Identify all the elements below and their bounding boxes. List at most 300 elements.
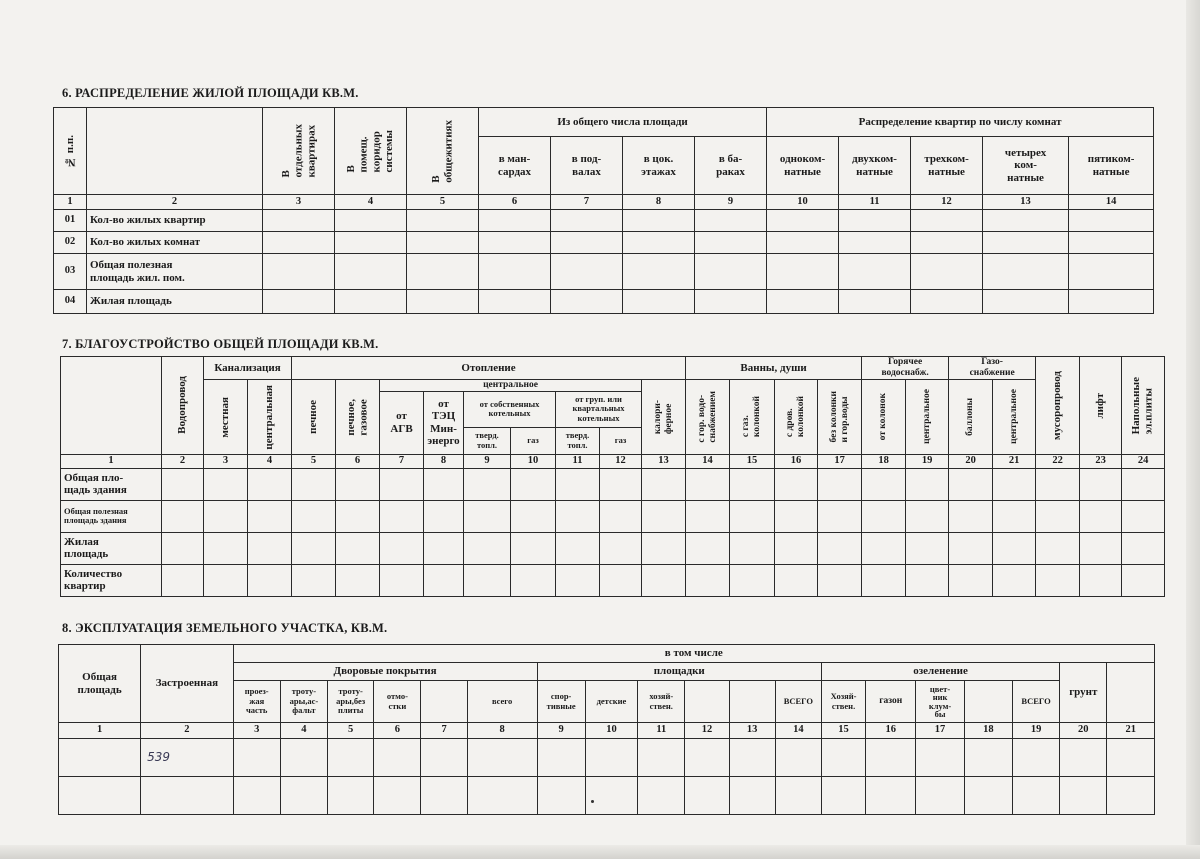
data-cell[interactable] [818, 468, 862, 500]
data-cell[interactable] [424, 564, 464, 596]
data-cell[interactable] [511, 564, 556, 596]
table-row [59, 739, 1155, 777]
header-own-solid: тверд. топл. [464, 427, 511, 454]
data-cell[interactable] [204, 564, 248, 596]
data-cell[interactable] [1122, 532, 1165, 564]
data-cell[interactable] [686, 532, 730, 564]
data-cell[interactable] [949, 532, 993, 564]
data-cell[interactable] [775, 564, 818, 596]
header-gas-central: центральное [993, 379, 1036, 454]
header-bath-city: с гор. водо- снабжением [686, 379, 730, 454]
section-6-table [53, 107, 1154, 314]
data-cell[interactable] [248, 564, 292, 596]
data-cell[interactable] [380, 564, 424, 596]
data-cell[interactable] [642, 532, 686, 564]
data-cell[interactable] [638, 777, 685, 815]
data-cell[interactable] [862, 564, 906, 596]
data-cell[interactable] [775, 532, 818, 564]
data-cell[interactable] [162, 468, 204, 500]
row-label: Общая полезная площадь жил. пом. [87, 254, 263, 290]
data-cell[interactable] [585, 777, 637, 815]
column-number: 22 [1036, 454, 1080, 468]
header-bath-none: без колонки и гор.воды [818, 379, 862, 454]
column-number: 12 [911, 195, 983, 210]
data-cell[interactable] [775, 777, 821, 815]
data-cell[interactable] [467, 777, 537, 815]
data-cell[interactable] [233, 739, 280, 777]
column-number: 5 [407, 195, 479, 210]
header-mansard: в ман- сардах [479, 137, 551, 195]
data-cell[interactable] [600, 500, 642, 532]
data-cell[interactable] [964, 777, 1012, 815]
header-heating: Отопление [292, 357, 686, 380]
column-number: 13 [729, 723, 775, 739]
data-cell[interactable] [511, 500, 556, 532]
data-cell[interactable] [685, 777, 729, 815]
data-cell[interactable] [336, 532, 380, 564]
column-number: 9 [537, 723, 585, 739]
column-number: 24 [1122, 454, 1165, 468]
data-cell[interactable] [730, 500, 775, 532]
column-number: 17 [916, 723, 964, 739]
data-cell[interactable] [623, 254, 695, 290]
data-cell[interactable] [821, 739, 865, 777]
data-cell[interactable] [1122, 500, 1165, 532]
data-cell[interactable] [556, 500, 600, 532]
row-label: Кол-во жилых комнат [87, 232, 263, 254]
data-cell[interactable] [1060, 739, 1107, 777]
column-number: 5 [328, 723, 374, 739]
paper-edge [1186, 0, 1200, 859]
data-cell[interactable] [537, 777, 585, 815]
header-basement: в под- валах [551, 137, 623, 195]
table-row [59, 777, 1155, 815]
column-number: 5 [292, 454, 336, 468]
data-cell[interactable] [335, 232, 407, 254]
column-number: 11 [638, 723, 685, 739]
header-bath-gascol: с газ. колонкой [730, 379, 775, 454]
header-num: № п.п. [54, 108, 87, 195]
data-cell[interactable] [551, 232, 623, 254]
data-cell[interactable] [1107, 777, 1155, 815]
data-cell[interactable] [686, 500, 730, 532]
data-cell[interactable] [993, 468, 1036, 500]
data-cell[interactable] [263, 232, 335, 254]
data-cell[interactable] [818, 500, 862, 532]
column-number: 11 [556, 454, 600, 468]
data-cell[interactable] [585, 739, 637, 777]
header-green-util: Хозяй- ствен. [821, 681, 865, 723]
header-hw-central: центральное [906, 379, 949, 454]
data-cell[interactable] [983, 254, 1069, 290]
header-floor-stoves: Напольные эл.плиты [1122, 357, 1165, 455]
column-number: 13 [983, 195, 1069, 210]
header-incl: в том числе [233, 645, 1154, 663]
data-cell[interactable] [695, 232, 767, 254]
data-cell[interactable] [695, 254, 767, 290]
data-cell[interactable] [1122, 468, 1165, 500]
header-own-gas: газ [511, 427, 556, 454]
data-cell[interactable] [993, 564, 1036, 596]
data-cell[interactable] [983, 210, 1069, 232]
data-cell[interactable] [421, 739, 467, 777]
data-cell[interactable] [464, 468, 511, 500]
header-central: центральное [380, 379, 642, 391]
data-cell[interactable] [336, 500, 380, 532]
data-cell[interactable] [911, 254, 983, 290]
column-number: 19 [1012, 723, 1059, 739]
data-cell[interactable] [407, 290, 479, 314]
data-cell[interactable] [292, 500, 336, 532]
column-number: 1 [61, 454, 162, 468]
data-cell[interactable] [421, 777, 467, 815]
data-cell[interactable] [59, 777, 141, 815]
data-cell[interactable] [730, 532, 775, 564]
data-cell[interactable] [280, 777, 327, 815]
data-cell[interactable] [993, 532, 1036, 564]
data-cell[interactable] [1069, 232, 1154, 254]
data-cell[interactable] [1060, 777, 1107, 815]
data-cell[interactable] [623, 290, 695, 314]
data-cell[interactable] [839, 232, 911, 254]
data-cell[interactable] [686, 468, 730, 500]
data-cell[interactable] [983, 290, 1069, 314]
column-number: 2 [87, 195, 263, 210]
data-cell[interactable] [911, 232, 983, 254]
data-cell[interactable] [424, 532, 464, 564]
data-cell[interactable] [1107, 739, 1155, 777]
header-water: Водопровод [162, 357, 204, 455]
data-cell[interactable] [1080, 468, 1122, 500]
data-cell[interactable] [556, 532, 600, 564]
column-number: 8 [424, 454, 464, 468]
data-cell[interactable] [479, 254, 551, 290]
header-blank-21 [1107, 663, 1155, 723]
data-cell[interactable] [949, 500, 993, 532]
header-soil: грунт [1060, 663, 1107, 723]
data-cell[interactable] [775, 739, 821, 777]
data-cell[interactable] [600, 564, 642, 596]
data-cell[interactable] [1080, 500, 1122, 532]
row-code: 04 [54, 290, 87, 314]
data-cell[interactable] [263, 254, 335, 290]
table-row [61, 532, 1165, 564]
data-cell[interactable] [479, 290, 551, 314]
column-number: 9 [464, 454, 511, 468]
header-agv: от АГВ [380, 391, 424, 454]
section-7-table [60, 356, 1165, 597]
data-cell[interactable] [949, 468, 993, 500]
header-total: Общая площадь [59, 645, 141, 723]
header-corridor: В помещ. коридор системы [335, 108, 407, 195]
data-cell[interactable] [906, 468, 949, 500]
data-cell[interactable] [906, 532, 949, 564]
header-sewer: Канализация [204, 357, 292, 380]
data-cell[interactable] [380, 468, 424, 500]
header-dorm: В общежитиях [407, 108, 479, 195]
built-area-value[interactable]: 539 [141, 739, 233, 777]
column-number: 12 [685, 723, 729, 739]
data-cell[interactable] [729, 739, 775, 777]
data-cell[interactable] [730, 564, 775, 596]
speck [591, 800, 594, 803]
header-baths: Ванны, души [686, 357, 862, 380]
data-cell[interactable] [407, 232, 479, 254]
header-group-gas: газ [600, 427, 642, 454]
header-sites-total: ВСЕГО [775, 681, 821, 723]
header-5room: пятиком- натные [1069, 137, 1154, 195]
row-label: Жилая площадь [61, 532, 162, 564]
data-cell[interactable] [424, 468, 464, 500]
column-number: 15 [730, 454, 775, 468]
data-cell[interactable] [204, 532, 248, 564]
data-cell[interactable] [866, 777, 916, 815]
data-cell[interactable] [464, 500, 511, 532]
data-cell[interactable] [233, 777, 280, 815]
data-cell[interactable] [642, 564, 686, 596]
data-cell[interactable] [642, 500, 686, 532]
data-cell[interactable] [336, 468, 380, 500]
data-cell[interactable] [479, 232, 551, 254]
column-number: 7 [421, 723, 467, 739]
column-number: 11 [839, 195, 911, 210]
row-code: 01 [54, 210, 87, 232]
data-cell[interactable] [380, 500, 424, 532]
data-cell[interactable] [328, 739, 374, 777]
data-cell[interactable] [464, 532, 511, 564]
table-row [61, 468, 1165, 500]
data-cell[interactable] [993, 500, 1036, 532]
data-cell[interactable] [600, 468, 642, 500]
data-cell[interactable] [623, 210, 695, 232]
data-cell[interactable] [537, 739, 585, 777]
column-number-row [59, 723, 1155, 739]
data-cell[interactable] [141, 777, 233, 815]
column-number: 10 [767, 195, 839, 210]
data-cell[interactable] [204, 500, 248, 532]
column-number: 1 [59, 723, 141, 739]
section-8-table [58, 644, 1155, 815]
header-group-boiler: от груп. или квартальных котельных [556, 391, 642, 427]
row-label: Общая пло- щадь здания [61, 468, 162, 500]
data-cell[interactable] [336, 564, 380, 596]
column-number: 10 [585, 723, 637, 739]
header-sidewalk-slab: троту- ары,без плиты [328, 681, 374, 723]
data-cell[interactable] [911, 210, 983, 232]
column-number: 2 [162, 454, 204, 468]
header-bath-wood: с дров. колонкой [775, 379, 818, 454]
column-number: 23 [1080, 454, 1122, 468]
data-cell[interactable] [767, 254, 839, 290]
data-cell[interactable] [866, 739, 916, 777]
data-cell[interactable] [248, 532, 292, 564]
data-cell[interactable] [1012, 777, 1059, 815]
data-cell[interactable] [424, 500, 464, 532]
header-blank-18 [964, 681, 1012, 723]
data-cell[interactable] [600, 532, 642, 564]
data-cell[interactable] [328, 777, 374, 815]
header-3room: трехком- натные [911, 137, 983, 195]
data-cell[interactable] [1069, 210, 1154, 232]
data-cell[interactable] [467, 739, 537, 777]
data-cell[interactable] [695, 210, 767, 232]
header-own-boiler: от собственных котельных [464, 391, 556, 427]
data-cell[interactable] [1080, 564, 1122, 596]
data-cell[interactable] [839, 254, 911, 290]
header-barracks: в ба- раках [695, 137, 767, 195]
data-cell[interactable] [1080, 532, 1122, 564]
data-cell[interactable] [162, 532, 204, 564]
data-cell[interactable] [556, 564, 600, 596]
data-cell[interactable] [335, 254, 407, 290]
data-cell[interactable] [374, 739, 421, 777]
header-lift: лифт [1080, 357, 1122, 455]
data-cell[interactable] [1036, 532, 1080, 564]
data-cell[interactable] [511, 468, 556, 500]
column-number: 16 [866, 723, 916, 739]
data-cell[interactable] [949, 564, 993, 596]
table-row [54, 232, 1154, 254]
data-cell[interactable] [1069, 254, 1154, 290]
header-green: озеленение [821, 663, 1059, 681]
data-cell[interactable] [380, 532, 424, 564]
column-number: 19 [906, 454, 949, 468]
data-cell[interactable] [642, 468, 686, 500]
table-row [54, 290, 1154, 314]
data-cell[interactable] [556, 468, 600, 500]
column-number: 4 [335, 195, 407, 210]
column-number: 18 [862, 454, 906, 468]
data-cell[interactable] [511, 532, 556, 564]
header-of-total: Из общего числа площади [479, 108, 767, 137]
row-label: Кол-во жилых квартир [87, 210, 263, 232]
data-cell[interactable] [59, 739, 141, 777]
data-cell[interactable] [1012, 739, 1059, 777]
header-built: Застроенная [141, 645, 233, 723]
section-8-title: 8. ЭКСПЛУАТАЦИЯ ЗЕМЕЛЬНОГО УЧАСТКА, КВ.М. [62, 621, 388, 635]
data-cell[interactable] [906, 500, 949, 532]
column-number: 4 [248, 454, 292, 468]
data-cell[interactable] [335, 290, 407, 314]
column-number: 14 [1069, 195, 1154, 210]
table-row [54, 254, 1154, 290]
header-gassupply: Газо- снабжение [949, 357, 1036, 380]
data-cell[interactable] [551, 290, 623, 314]
data-cell[interactable] [916, 739, 964, 777]
data-cell[interactable] [292, 564, 336, 596]
column-number: 21 [993, 454, 1036, 468]
data-cell[interactable] [916, 777, 964, 815]
data-cell[interactable] [335, 210, 407, 232]
data-cell[interactable] [263, 210, 335, 232]
data-cell[interactable] [906, 564, 949, 596]
header-separate: В отдельных квартирах [263, 108, 335, 195]
header-stove-gas: печное, газовое [336, 379, 380, 454]
data-cell[interactable] [821, 777, 865, 815]
data-cell[interactable] [280, 739, 327, 777]
column-number: 7 [380, 454, 424, 468]
row-label: Общая полезная площадь здания [61, 500, 162, 532]
data-cell[interactable] [775, 468, 818, 500]
data-cell[interactable] [695, 290, 767, 314]
data-cell[interactable] [1036, 500, 1080, 532]
data-cell[interactable] [983, 232, 1069, 254]
data-cell[interactable] [1122, 564, 1165, 596]
data-cell[interactable] [1036, 468, 1080, 500]
header-sport: спор- тивные [537, 681, 585, 723]
data-cell[interactable] [1069, 290, 1154, 314]
data-cell[interactable] [551, 210, 623, 232]
data-cell[interactable] [730, 468, 775, 500]
data-cell[interactable] [839, 210, 911, 232]
data-cell[interactable] [964, 739, 1012, 777]
paper-bottom-edge [0, 845, 1200, 859]
data-cell[interactable] [638, 739, 685, 777]
data-cell[interactable] [862, 532, 906, 564]
header-blank-13 [729, 681, 775, 723]
data-cell[interactable] [775, 500, 818, 532]
data-cell[interactable] [407, 210, 479, 232]
data-cell[interactable] [767, 290, 839, 314]
data-cell[interactable] [911, 290, 983, 314]
data-cell[interactable] [292, 468, 336, 500]
header-hw-col: от колонок [862, 379, 906, 454]
data-cell[interactable] [248, 500, 292, 532]
data-cell[interactable] [818, 532, 862, 564]
column-number: 13 [642, 454, 686, 468]
data-cell[interactable] [162, 500, 204, 532]
data-cell[interactable] [623, 232, 695, 254]
data-cell[interactable] [204, 468, 248, 500]
header-utility: хозяй- ствен. [638, 681, 685, 723]
header-tec: от ТЭЦ Мин- энерго [424, 391, 464, 454]
table-row [61, 500, 1165, 532]
data-cell[interactable] [862, 468, 906, 500]
column-number: 20 [949, 454, 993, 468]
column-number: 3 [204, 454, 248, 468]
column-number: 1 [54, 195, 87, 210]
column-number: 14 [686, 454, 730, 468]
data-cell[interactable] [862, 500, 906, 532]
data-cell[interactable] [767, 232, 839, 254]
data-cell[interactable] [263, 290, 335, 314]
data-cell[interactable] [685, 739, 729, 777]
table-row [54, 210, 1154, 232]
data-cell[interactable] [479, 210, 551, 232]
data-cell[interactable] [729, 777, 775, 815]
data-cell[interactable] [464, 564, 511, 596]
data-cell[interactable] [248, 468, 292, 500]
header-sites: площадки [537, 663, 821, 681]
data-cell[interactable] [767, 210, 839, 232]
data-cell[interactable] [818, 564, 862, 596]
column-number: 6 [479, 195, 551, 210]
data-cell[interactable] [407, 254, 479, 290]
header-yard-total: всего [467, 681, 537, 723]
header-driveway: проез- жая часть [233, 681, 280, 723]
data-cell[interactable] [374, 777, 421, 815]
header-group-solid: тверд. топл. [556, 427, 600, 454]
data-cell[interactable] [162, 564, 204, 596]
header-blind: отмо- стки [374, 681, 421, 723]
row-label: Количество квартир [61, 564, 162, 596]
data-cell[interactable] [839, 290, 911, 314]
data-cell[interactable] [292, 532, 336, 564]
data-cell[interactable] [551, 254, 623, 290]
data-cell[interactable] [686, 564, 730, 596]
data-cell[interactable] [1036, 564, 1080, 596]
section-6-title: 6. РАСПРЕДЕЛЕНИЕ ЖИЛОЙ ПЛОЩАДИ КВ.М. [62, 86, 359, 100]
